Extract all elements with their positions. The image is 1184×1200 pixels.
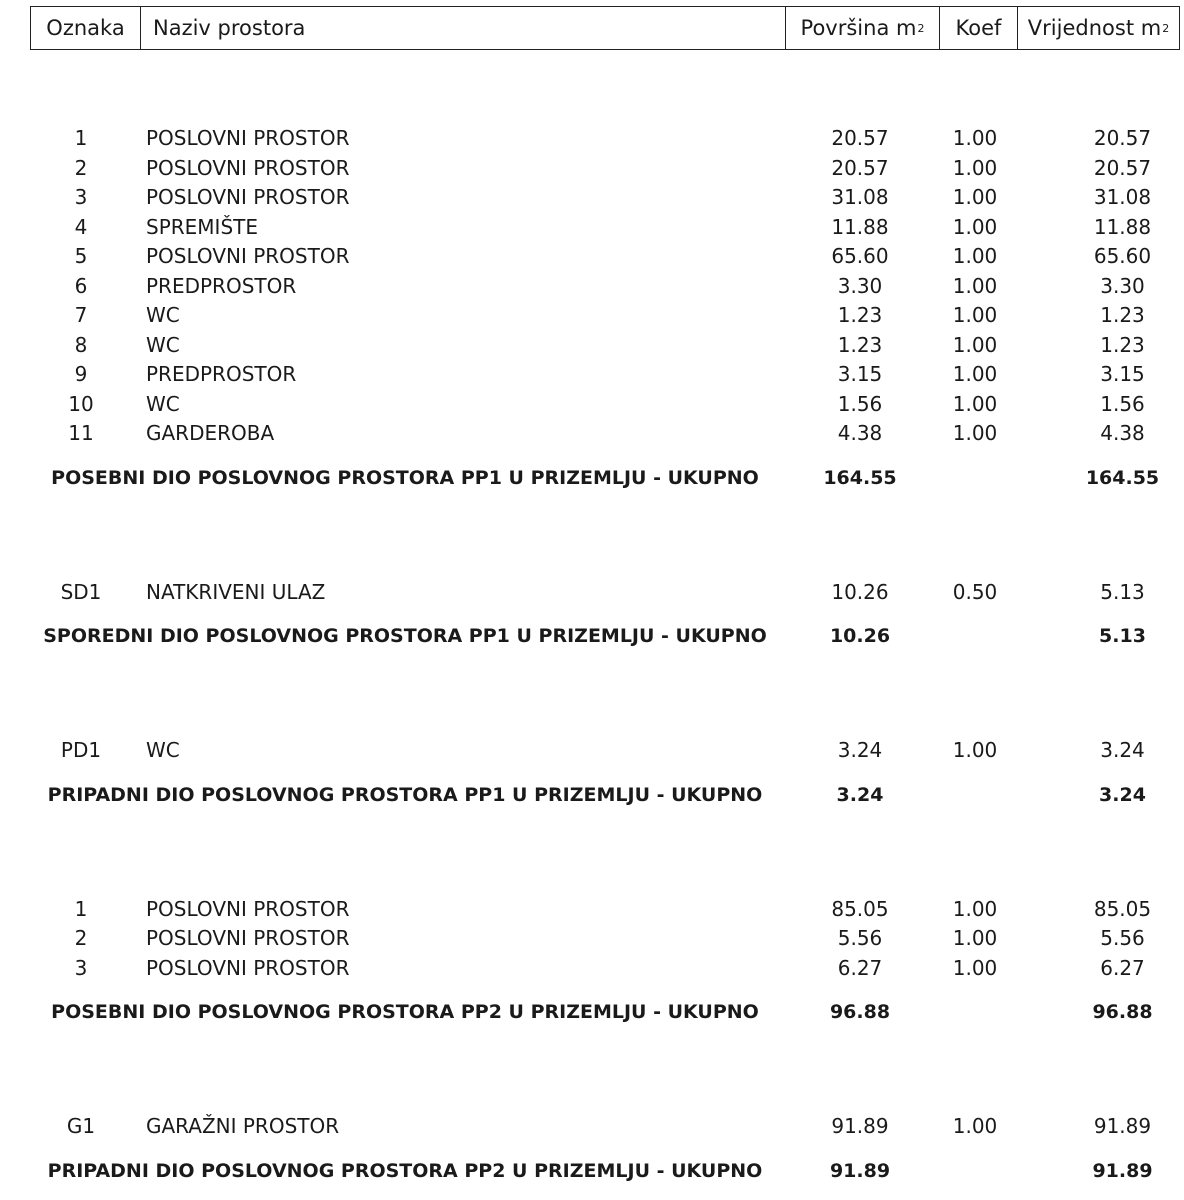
row-area: 1.56 (837, 392, 883, 416)
row-code: PD1 (60, 738, 102, 762)
table-header (30, 6, 1180, 50)
row-name: POSLOVNI PROSTOR (146, 897, 350, 921)
total-area: 91.89 (829, 1160, 891, 1182)
total-value: 5.13 (1099, 625, 1146, 647)
header-povrsina-unit: 2 (917, 21, 925, 35)
row-code: 2 (74, 156, 88, 180)
header-naziv (141, 7, 786, 49)
header-vrijednost-unit: 2 (1162, 21, 1170, 35)
table-row (0, 577, 1184, 607)
table-row (0, 418, 1184, 448)
row-value: 3.30 (1100, 274, 1145, 298)
row-area: 4.38 (837, 421, 883, 445)
row-area: 11.88 (831, 215, 889, 239)
total-area: 96.88 (829, 1001, 891, 1023)
row-koef: 1.00 (952, 738, 998, 762)
row-name: POSLOVNI PROSTOR (146, 926, 350, 950)
row-value: 1.56 (1100, 392, 1145, 416)
row-value: 1.23 (1100, 333, 1145, 357)
row-area: 10.26 (831, 580, 889, 604)
table-row (0, 1111, 1184, 1141)
row-area: 20.57 (831, 156, 889, 180)
total-value: 96.88 (1092, 1001, 1153, 1023)
row-koef: 1.00 (952, 362, 998, 386)
header-oznaka-label: Oznaka (46, 16, 125, 40)
row-koef: 0.50 (952, 580, 998, 604)
row-value: 3.24 (1100, 738, 1145, 762)
row-value: 1.23 (1100, 303, 1145, 327)
total-label: SPOREDNI DIO POSLOVNOG PROSTORA PP1 U PRIZEMLJU - UKUPNO (43, 625, 767, 647)
row-value: 65.60 (1093, 244, 1152, 268)
row-area: 5.56 (837, 926, 883, 950)
row-area: 31.08 (831, 185, 889, 209)
row-code: 3 (74, 956, 88, 980)
row-code: 1 (74, 897, 88, 921)
row-name: PREDPROSTOR (146, 362, 297, 386)
table-row (0, 923, 1184, 953)
total-area: 10.26 (829, 625, 891, 647)
table-row (0, 153, 1184, 183)
row-koef: 1.00 (952, 215, 998, 239)
row-code: 10 (68, 392, 94, 416)
row-koef: 1.00 (952, 156, 998, 180)
row-koef: 1.00 (952, 333, 998, 357)
total-value: 164.55 (1085, 467, 1160, 489)
row-koef: 1.00 (952, 185, 998, 209)
table-row (0, 389, 1184, 419)
table-row (0, 123, 1184, 153)
table-row (0, 953, 1184, 983)
total-value: 3.24 (1099, 784, 1146, 806)
row-area: 1.23 (837, 333, 883, 357)
row-code: 3 (74, 185, 88, 209)
header-povrsina-label: Površina m (800, 16, 917, 40)
header-povrsina (786, 7, 940, 49)
row-koef: 1.00 (952, 926, 998, 950)
row-name: NATKRIVENI ULAZ (146, 580, 326, 604)
row-area: 65.60 (831, 244, 889, 268)
row-value: 20.57 (1093, 156, 1152, 180)
header-oznaka (31, 7, 141, 49)
row-code: 11 (68, 421, 94, 445)
group-total-row (0, 996, 1184, 1028)
row-value: 11.88 (1093, 215, 1152, 239)
header-koef-label: Koef (955, 16, 1002, 40)
row-area: 85.05 (831, 897, 889, 921)
row-koef: 1.00 (952, 897, 998, 921)
table-row (0, 300, 1184, 330)
row-area: 3.24 (837, 738, 883, 762)
row-name: GARDEROBA (146, 421, 275, 445)
row-area: 3.15 (837, 362, 883, 386)
row-koef: 1.00 (952, 1114, 998, 1138)
header-koef (940, 7, 1018, 49)
row-value: 3.15 (1100, 362, 1145, 386)
total-area: 164.55 (823, 467, 897, 489)
row-name: WC (146, 303, 180, 327)
row-name: POSLOVNI PROSTOR (146, 956, 350, 980)
row-code: 5 (74, 244, 88, 268)
row-value: 85.05 (1093, 897, 1152, 921)
group-total-row (0, 462, 1184, 494)
row-name: WC (146, 333, 180, 357)
total-label: POSEBNI DIO POSLOVNOG PROSTORA PP1 U PRIZEMLJU - UKUPNO (51, 467, 759, 489)
row-koef: 1.00 (952, 126, 998, 150)
group-total-row (0, 779, 1184, 811)
row-value: 4.38 (1100, 421, 1145, 445)
row-name: WC (146, 738, 180, 762)
table-row (0, 212, 1184, 242)
row-code: 9 (74, 362, 88, 386)
row-area: 3.30 (837, 274, 883, 298)
row-koef: 1.00 (952, 421, 998, 445)
row-area: 1.23 (837, 303, 883, 327)
header-naziv-label: Naziv prostora (153, 16, 306, 40)
row-value: 5.13 (1100, 580, 1145, 604)
row-code: G1 (66, 1114, 96, 1138)
table-row (0, 271, 1184, 301)
row-code: 4 (74, 215, 88, 239)
table-row (0, 894, 1184, 924)
row-code: 7 (74, 303, 88, 327)
row-code: 8 (74, 333, 88, 357)
row-name: POSLOVNI PROSTOR (146, 126, 350, 150)
row-name: PREDPROSTOR (146, 274, 297, 298)
row-value: 20.57 (1093, 126, 1152, 150)
total-area: 3.24 (836, 784, 884, 806)
row-koef: 1.00 (952, 303, 998, 327)
row-name: SPREMIŠTE (146, 215, 258, 239)
row-value: 6.27 (1100, 956, 1145, 980)
table-row (0, 735, 1184, 765)
table-row (0, 330, 1184, 360)
header-vrijednost (1018, 7, 1179, 49)
row-code: SD1 (60, 580, 102, 604)
row-name: POSLOVNI PROSTOR (146, 156, 350, 180)
total-label: PRIPADNI DIO POSLOVNOG PROSTORA PP1 U PRIZEMLJU - UKUPNO (47, 784, 763, 806)
total-value: 91.89 (1092, 1160, 1153, 1182)
table-row (0, 359, 1184, 389)
row-code: 1 (74, 126, 88, 150)
header-vrijednost-label: Vrijednost m (1027, 16, 1162, 40)
row-value: 91.89 (1093, 1114, 1152, 1138)
row-koef: 1.00 (952, 392, 998, 416)
row-name: POSLOVNI PROSTOR (146, 185, 350, 209)
row-name: WC (146, 392, 180, 416)
row-name: POSLOVNI PROSTOR (146, 244, 350, 268)
row-value: 5.56 (1100, 926, 1145, 950)
table-row (0, 241, 1184, 271)
row-koef: 1.00 (952, 956, 998, 980)
row-area: 91.89 (831, 1114, 889, 1138)
row-code: 2 (74, 926, 88, 950)
row-name: GARAŽNI PROSTOR (146, 1114, 340, 1138)
total-label: POSEBNI DIO POSLOVNOG PROSTORA PP2 U PRIZEMLJU - UKUPNO (51, 1001, 759, 1023)
group-total-row (0, 620, 1184, 652)
row-area: 20.57 (831, 126, 889, 150)
row-value: 31.08 (1093, 185, 1152, 209)
row-koef: 1.00 (952, 274, 998, 298)
group-total-row (0, 1155, 1184, 1187)
total-label: PRIPADNI DIO POSLOVNOG PROSTORA PP2 U PRIZEMLJU - UKUPNO (47, 1160, 763, 1182)
row-code: 6 (74, 274, 88, 298)
row-area: 6.27 (837, 956, 883, 980)
table-row (0, 182, 1184, 212)
row-koef: 1.00 (952, 244, 998, 268)
